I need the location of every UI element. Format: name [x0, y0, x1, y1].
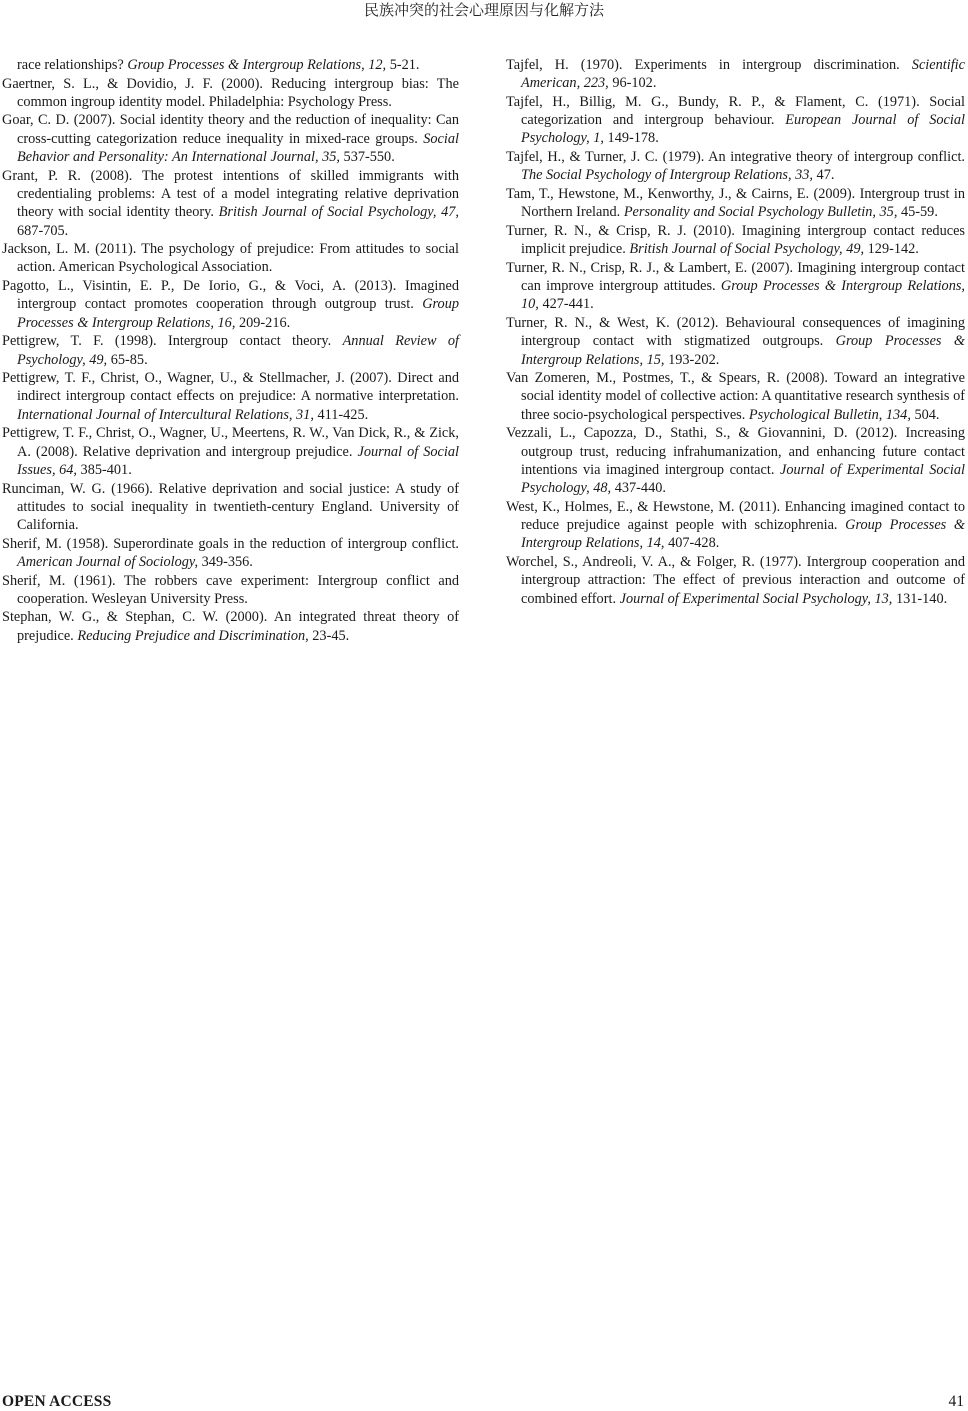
- reference-pages: 349-356.: [198, 553, 253, 570]
- reference-text: Sherif, M. (1958). Superordinate goals in the reduction of intergroup conflict.: [2, 535, 459, 552]
- reference-entry: [506, 93, 965, 148]
- reference-pages: 65-85.: [107, 351, 148, 368]
- reference-journal: Group Processes & Intergroup Relations, 15,: [521, 333, 965, 368]
- reference-journal: Group Processes & Intergroup Relations, 12,: [127, 57, 387, 73]
- reference-text: Tam, T., Hewstone, M., Kenworthy, J., & Cairns, E. (2009). Intergroup trust in Northern Ireland.: [506, 185, 965, 221]
- reference-journal: Personality and Social Psychology Bulletin, 35,: [623, 204, 898, 221]
- reference-pages: 149-178.: [603, 130, 659, 147]
- reference-entry: [2, 111, 459, 166]
- reference-entry: [506, 553, 965, 608]
- reference-entry: [2, 56, 459, 74]
- reference-journal: British Journal of Social Psychology, 49,: [629, 241, 865, 258]
- reference-journal: Journal of Experimental Social Psychology, 13,: [619, 590, 893, 607]
- reference-text: Worchel, S., Andreoli, V. A., & Folger, R. (1977). Intergroup cooperation and intergroup attraction: The effect of previous interaction and outcome of combined effort.: [506, 553, 965, 607]
- reference-journal: The Social Psychology of Intergroup Relations, 33,: [521, 167, 813, 184]
- reference-text: race relationships?: [17, 57, 128, 73]
- reference-journal: Scientific American, 223,: [521, 57, 965, 92]
- reference-entry: [2, 240, 459, 277]
- reference-text: Pettigrew, T. F., Christ, O., Wagner, U., & Stellmacher, J. (2007). Direct and indirect intergroup contact effects on prejudice: A normative interpretation.: [2, 370, 459, 405]
- reference-text: Turner, R. N., Crisp, R. J., & Lambert, E. (2007). Imagining intergroup contact can improve intergroup attitudes.: [506, 259, 965, 295]
- reference-text: Grant, P. R. (2008). The protest intentions of skilled immigrants with credentialing problems: A test of a model integrating relative deprivation theory with social identity theory.: [2, 167, 459, 221]
- reference-text: Pettigrew, T. F., Christ, O., Wagner, U., Meertens, R. W., Van Dick, R., & Zick, A. (2008). Relative deprivation and intergroup prejudice.: [2, 425, 459, 460]
- reference-entry: [506, 369, 965, 424]
- reference-entry: [2, 424, 459, 479]
- reference-pages: 129-142.: [864, 241, 919, 258]
- reference-text: Goar, C. D. (2007). Social identity theory and the reduction of inequality: Can cross-cutting categorization reduce inequality in mixed-race groups.: [2, 112, 459, 147]
- reference-entry: [2, 535, 459, 572]
- reference-pages: 537-550.: [339, 149, 395, 166]
- reference-journal: Reducing Prejudice and Discrimination,: [77, 627, 309, 644]
- reference-pages: 209-216.: [235, 314, 291, 331]
- reference-journal: British Journal of Social Psychology, 47,: [218, 204, 460, 221]
- page-number: 41: [948, 1393, 964, 1410]
- reference-text: Van Zomeren, M., Postmes, T., & Spears, R. (2008). Toward an integrative social identity model of collective action: A quantitative research synthesis of three socio-psychological perspectives.: [506, 370, 965, 423]
- reference-entry: [506, 185, 965, 222]
- reference-entry: [506, 259, 965, 314]
- references-right-column: [506, 56, 965, 608]
- reference-journal: Journal of Experimental Social Psychology, 48,: [521, 461, 965, 497]
- reference-pages: 385-401.: [76, 461, 132, 478]
- reference-journal: Journal of Social Issues, 64,: [17, 443, 460, 478]
- reference-text: Turner, R. N., & Crisp, R. J. (2010). Imagining intergroup contact reduces implicit prejudice.: [506, 222, 965, 258]
- reference-journal: Annual Review of Psychology, 49,: [17, 333, 459, 368]
- references-left-column: [2, 56, 459, 645]
- reference-text: Tajfel, H., & Turner, J. C. (1979). An integrative theory of intergroup conflict.: [506, 149, 965, 166]
- reference-text: Turner, R. N., & West, K. (2012). Behavioural consequences of imagining intergroup contact with stigmatized outgroups.: [506, 314, 965, 350]
- reference-text: West, K., Holmes, E., & Hewstone, M. (2011). Enhancing imagined contact to reduce prejudice against people with schizophrenia.: [506, 498, 965, 534]
- reference-text: Stephan, W. G., & Stephan, C. W. (2000). An integrated threat theory of prejudice.: [2, 609, 459, 644]
- open-access-label: OPEN ACCESS: [2, 1393, 112, 1410]
- reference-entry: [2, 332, 459, 369]
- reference-text: Gaertner, S. L., & Dovidio, J. F. (2000). Reducing intergroup bias: The common ingroup identity model. Philadelphia: Psychology Press.: [2, 75, 459, 110]
- reference-entry: [2, 608, 459, 645]
- running-header: 民族冲突的社会心理原因与化解方法: [363, 1, 604, 19]
- reference-text: Pagotto, L., Visintin, E. P., De Iorio, G., & Voci, A. (2013). Imagined intergroup contact promotes cooperation through outgroup trust.: [2, 278, 459, 313]
- reference-pages: 407-428.: [664, 535, 720, 552]
- reference-pages: 47.: [812, 167, 835, 184]
- reference-pages: 504.: [910, 406, 940, 423]
- reference-text: Runciman, W. G. (1966). Relative deprivation and social justice: A study of attitudes to social inequality in twentieth-century England. University of California.: [2, 480, 459, 534]
- reference-pages: 45-59.: [897, 204, 938, 221]
- reference-entry: [506, 498, 965, 553]
- reference-text: Tajfel, H. (1970). Experiments in intergroup discrimination.: [506, 57, 912, 73]
- reference-pages: 23-45.: [308, 627, 350, 644]
- reference-entry: [2, 167, 459, 240]
- reference-entry: [506, 222, 965, 259]
- reference-text: Jackson, L. M. (2011). The psychology of prejudice: From attitudes to social action. American Psychological Association.: [2, 241, 459, 276]
- reference-journal: European Journal of Social Psychology, 1,: [521, 112, 965, 147]
- reference-pages: 5-21.: [386, 57, 420, 73]
- reference-entry: [506, 424, 965, 497]
- reference-journal: Psychological Bulletin, 134,: [748, 406, 911, 423]
- reference-journal: American Journal of Sociology,: [17, 553, 199, 570]
- reference-pages: 193-202.: [664, 351, 720, 368]
- reference-journal: Group Processes & Intergroup Relations, 16,: [17, 296, 459, 331]
- reference-pages: 437-440.: [611, 480, 666, 497]
- reference-text: Pettigrew, T. F. (1998). Intergroup contact theory.: [2, 333, 343, 350]
- reference-pages: 411-425.: [313, 406, 369, 423]
- reference-entry: [2, 277, 459, 332]
- reference-pages: 96-102.: [608, 75, 657, 92]
- reference-journal: Group Processes & Intergroup Relations, 14,: [521, 517, 965, 552]
- reference-text: Vezzali, L., Capozza, D., Stathi, S., & Giovannini, D. (2012). Increasing outgroup trust, reducing infrahumanization, and enhancing future contact intentions via imagined intergroup contact.: [506, 425, 965, 478]
- reference-text: Tajfel, H., Billig, M. G., Bundy, R. P., & Flament, C. (1971). Social categorization and intergroup behaviour.: [506, 93, 965, 129]
- reference-pages: 427-441.: [538, 296, 594, 313]
- reference-entry: [2, 480, 459, 535]
- reference-entry: [506, 314, 965, 369]
- reference-journal: International Journal of Intercultural Relations, 31,: [17, 406, 314, 423]
- reference-journal: Group Processes & Intergroup Relations, 10,: [521, 278, 965, 313]
- reference-entry: [2, 75, 459, 112]
- reference-entry: [506, 148, 965, 185]
- reference-journal: Social Behavior and Personality: An International Journal, 35,: [17, 130, 459, 166]
- reference-entry: [506, 56, 965, 93]
- reference-pages: 131-140.: [892, 590, 948, 607]
- reference-text: Sherif, M. (1961). The robbers cave experiment: Intergroup conflict and cooperation. Wesleyan University Press.: [2, 572, 459, 607]
- reference-pages: 687-705.: [17, 222, 69, 239]
- reference-entry: [2, 572, 459, 609]
- reference-entry: [2, 369, 459, 424]
